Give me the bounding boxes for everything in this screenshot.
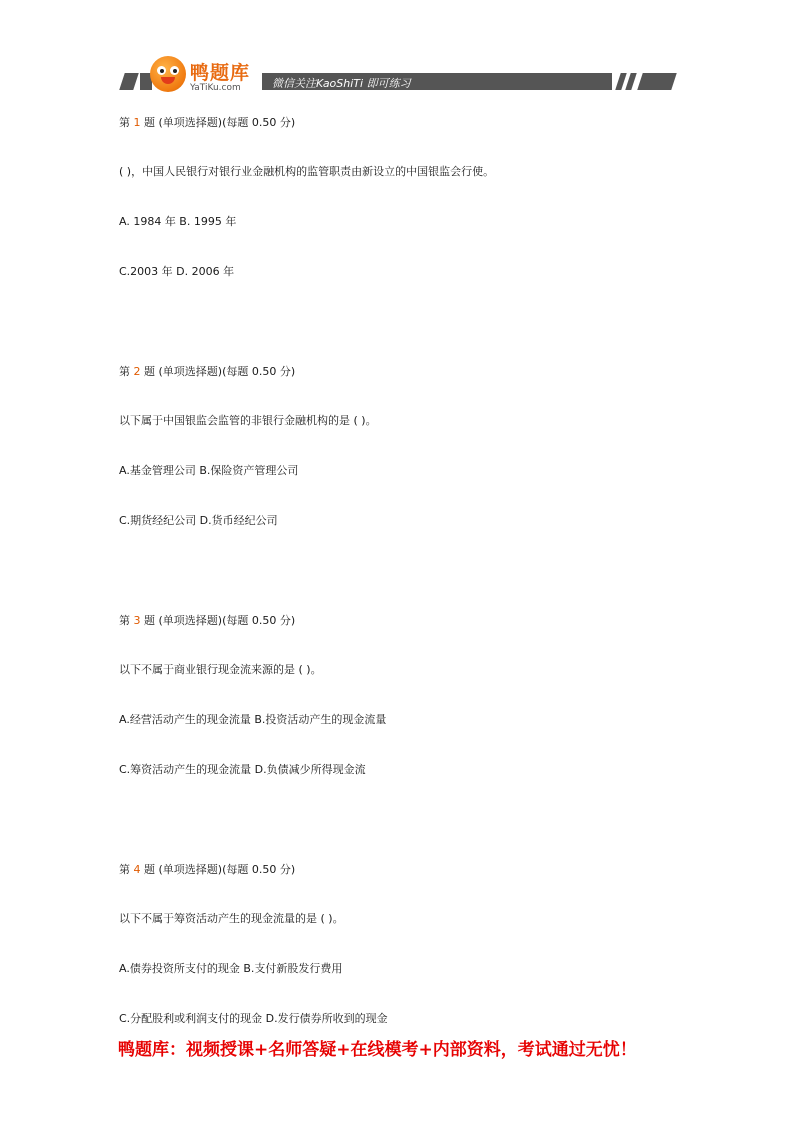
question-number: 4 bbox=[133, 863, 141, 876]
question-2-options-ab: A.基金管理公司 B.保险资产管理公司 bbox=[119, 464, 299, 477]
question-2-options-cd: C.期货经纪公司 D.货币经纪公司 bbox=[119, 514, 278, 527]
question-2-header: 第 2 题 (单项选择题)(每题 0.50 分) bbox=[119, 365, 296, 378]
question-3-stem: 以下不属于商业银行现金流来源的是 ( )。 bbox=[119, 663, 322, 676]
duck-logo-icon bbox=[150, 56, 186, 92]
header-slogan: 微信关注KaoShiTi 即可练习 bbox=[272, 77, 411, 90]
question-4-options-cd: C.分配股利或利润支付的现金 D.发行债券所收到的现金 bbox=[119, 1012, 388, 1025]
promo-banner: 鸭题库：视频授课+名师答疑+在线模考+内部资料，考试通过无忧！ bbox=[118, 1040, 637, 1060]
question-2-stem: 以下属于中国银监会监管的非银行金融机构的是 ( )。 bbox=[119, 414, 377, 427]
question-4-options-ab: A.债券投资所支付的现金 B.支付新股发行费用 bbox=[119, 962, 343, 975]
question-3-header: 第 3 题 (单项选择题)(每题 0.50 分) bbox=[119, 614, 296, 627]
question-1-stem: ( )，中国人民银行对银行业金融机构的监管职责由新设立的中国银监会行使。 bbox=[119, 165, 495, 178]
question-1-header: 第 1 题 (单项选择题)(每题 0.50 分) bbox=[119, 116, 296, 129]
question-number: 2 bbox=[133, 365, 141, 378]
brand-url: YaTiKu.com bbox=[190, 83, 241, 93]
question-3-options-ab: A.经营活动产生的现金流量 B.投资活动产生的现金流量 bbox=[119, 713, 387, 726]
page-header bbox=[0, 0, 794, 110]
question-number: 3 bbox=[133, 614, 141, 627]
brand-name: 鸭题库 bbox=[190, 62, 251, 84]
header-stripe-2 bbox=[625, 73, 637, 90]
question-3-options-cd: C.筹资活动产生的现金流量 D.负债减少所得现金流 bbox=[119, 763, 366, 776]
question-4-header: 第 4 题 (单项选择题)(每题 0.50 分) bbox=[119, 863, 296, 876]
question-1-options-cd: C.2003 年 D. 2006 年 bbox=[119, 265, 235, 278]
question-number: 1 bbox=[133, 116, 141, 129]
header-stripe-3 bbox=[637, 73, 677, 90]
question-1-options-ab: A. 1984 年 B. 1995 年 bbox=[119, 215, 237, 228]
header-stripe-left bbox=[119, 73, 139, 90]
question-4-stem: 以下不属于筹资活动产生的现金流量的是 ( )。 bbox=[119, 912, 344, 925]
